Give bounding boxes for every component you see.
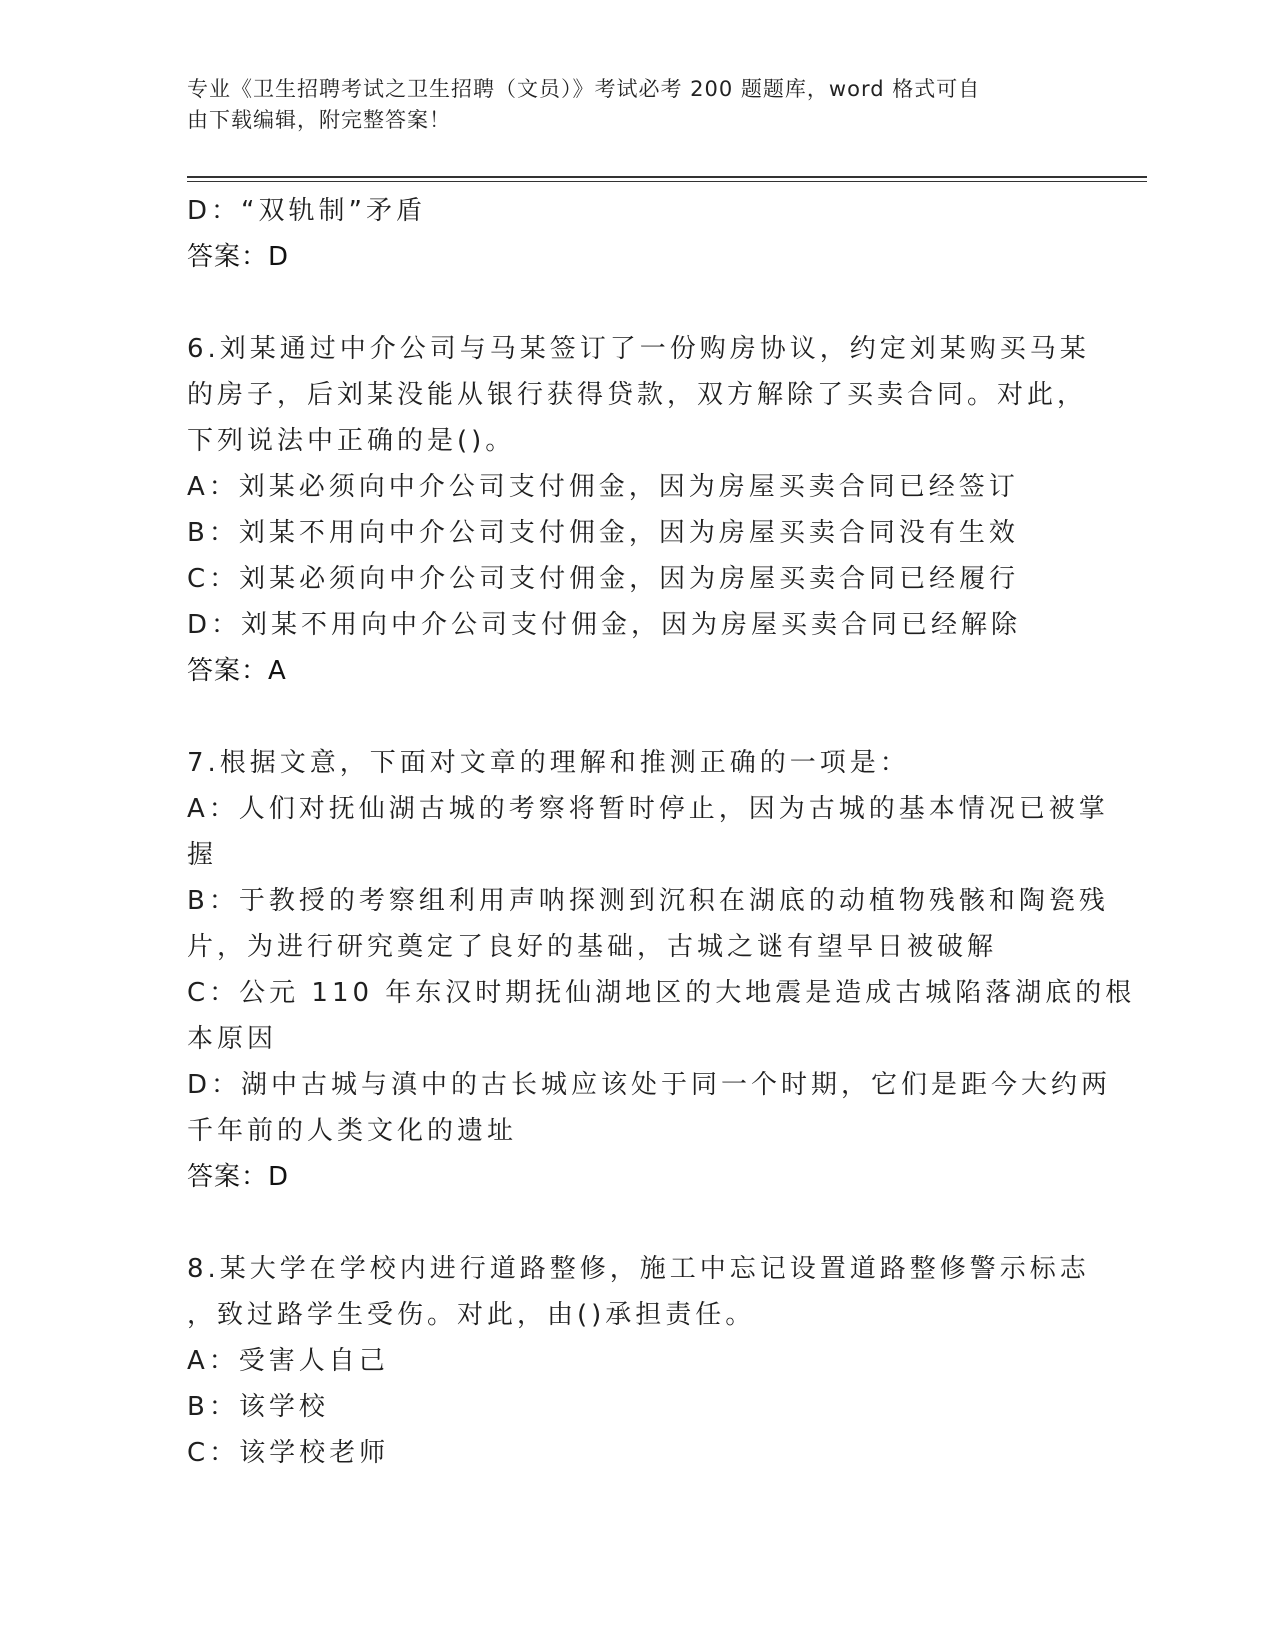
answer-line: 答案：D — [187, 1162, 290, 1192]
question-stem-line: 6.刘某通过中介公司与马某签订了一份购房协议，约定刘某购买马某 — [187, 334, 1090, 364]
option-a-continued: 握 — [187, 840, 218, 870]
option-d: D：“双轨制”矛盾 — [187, 196, 426, 226]
answer-line: 答案：A — [187, 656, 287, 686]
question-6 — [187, 326, 1090, 694]
header-line-2: 由下载编辑，附完整答案！ — [187, 108, 451, 132]
option-c: C：刘某必须向中介公司支付佣金，因为房屋买卖合同已经履行 — [187, 564, 1020, 594]
header-line-1: 专业《卫生招聘考试之卫生招聘（文员）》考试必考 200 题题库，word 格式可自 — [187, 77, 981, 101]
option-b: B：该学校 — [187, 1392, 329, 1422]
previous-question-tail — [187, 188, 1067, 280]
question-stem-line: ，致过路学生受伤。对此，由()承担责任。 — [187, 1300, 756, 1330]
header-rule-thin — [187, 181, 1147, 182]
option-b: B：于教授的考察组利用声呐探测到沉积在湖底的动植物残骸和陶瓷残 — [187, 886, 1109, 916]
option-b: B：刘某不用向中介公司支付佣金，因为房屋买卖合同没有生效 — [187, 518, 1019, 548]
answer-line: 答案：D — [187, 242, 290, 272]
option-d: D：湖中古城与滇中的古长城应该处于同一个时期，它们是距今大约两 — [187, 1070, 1112, 1100]
option-c-continued: 本原因 — [187, 1024, 278, 1054]
page-header — [187, 74, 1067, 136]
question-content — [187, 188, 1136, 1476]
option-b-continued: 片，为进行研究奠定了良好的基础，古城之谜有望早日被破解 — [187, 932, 998, 962]
spacer — [187, 1200, 1067, 1246]
option-d: D：刘某不用向中介公司支付佣金，因为房屋买卖合同已经解除 — [187, 610, 1022, 640]
option-c: C：该学校老师 — [187, 1438, 390, 1468]
option-a: A：受害人自己 — [187, 1346, 389, 1376]
question-stem-line: 8.某大学在学校内进行道路整修，施工中忘记设置道路整修警示标志 — [187, 1254, 1090, 1284]
option-a: A：刘某必须向中介公司支付佣金，因为房屋买卖合同已经签订 — [187, 472, 1019, 502]
spacer — [187, 280, 1067, 326]
option-d-continued: 千年前的人类文化的遗址 — [187, 1116, 518, 1146]
question-7 — [187, 740, 1136, 1200]
question-stem-line: 下列说法中正确的是()。 — [187, 426, 516, 456]
option-a: A：人们对抚仙湖古城的考察将暂时停止，因为古城的基本情况已被掌 — [187, 794, 1109, 824]
question-stem-line: 的房子，后刘某没能从银行获得贷款，双方解除了买卖合同。对此， — [187, 380, 1088, 410]
question-8 — [187, 1246, 1090, 1476]
spacer — [187, 694, 1067, 740]
option-c: C：公元 110 年东汉时期抚仙湖地区的大地震是造成古城陷落湖底的根 — [187, 978, 1136, 1008]
question-stem-line: 7.根据文意，下面对文章的理解和推测正确的一项是： — [187, 748, 910, 778]
header-rule-thick — [187, 176, 1147, 178]
